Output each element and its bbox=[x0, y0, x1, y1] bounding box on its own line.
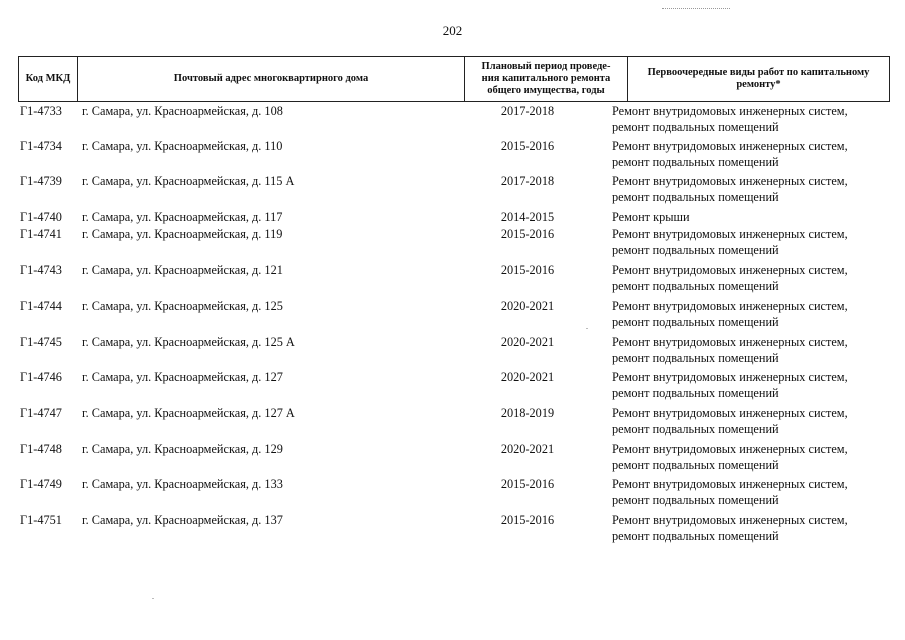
row-period: 2017-2018 bbox=[500, 104, 555, 118]
row-works-line: ремонт подвальных помещений bbox=[612, 457, 779, 472]
row-works-line: Ремонт внутридомовых инженерных систем, bbox=[612, 406, 848, 420]
row-works bbox=[612, 210, 902, 226]
header-works bbox=[627, 57, 890, 101]
row-works-line: ремонт подвальных помещений bbox=[612, 278, 779, 293]
row-period: 2020-2021 bbox=[500, 335, 555, 349]
row-works-line: Ремонт внутридомовых инженерных систем, bbox=[612, 442, 848, 456]
row-works bbox=[612, 104, 902, 135]
row-works-line: Ремонт крыши bbox=[612, 210, 690, 224]
row-code: Г1-4751 bbox=[20, 513, 62, 527]
row-works-line: Ремонт внутридомовых инженерных систем, bbox=[612, 104, 848, 118]
row-period: 2017-2018 bbox=[500, 174, 555, 188]
row-period: 2014-2015 bbox=[500, 210, 555, 224]
row-works-line: Ремонт внутридомовых инженерных систем, bbox=[612, 513, 848, 527]
header-code: Код МКД bbox=[18, 57, 77, 101]
row-works-line: Ремонт внутридомовых инженерных систем, bbox=[612, 335, 848, 349]
row-code: Г1-4743 bbox=[20, 263, 62, 277]
row-works-line: Ремонт внутридомовых инженерных систем, bbox=[612, 174, 848, 188]
row-period: 2015-2016 bbox=[500, 227, 555, 241]
row-works bbox=[612, 174, 902, 205]
row-works-line: Ремонт внутридомовых инженерных систем, bbox=[612, 299, 848, 313]
row-code: Г1-4741 bbox=[20, 227, 62, 241]
row-address: г. Самара, ул. Красноармейская, д. 121 bbox=[82, 263, 283, 277]
header-period-line: Плановый период проведе- bbox=[481, 61, 611, 72]
row-works bbox=[612, 442, 902, 473]
row-address: г. Самара, ул. Красноармейская, д. 110 bbox=[82, 139, 283, 153]
row-period: 2015-2016 bbox=[500, 477, 555, 491]
row-works bbox=[612, 370, 902, 401]
row-code: Г1-4739 bbox=[20, 174, 62, 188]
scan-speck bbox=[152, 598, 154, 599]
scan-speck bbox=[586, 328, 588, 329]
row-code: Г1-4748 bbox=[20, 442, 62, 456]
row-code: Г1-4745 bbox=[20, 335, 62, 349]
row-code: Г1-4744 bbox=[20, 299, 62, 313]
row-works bbox=[612, 139, 902, 170]
row-code: Г1-4733 bbox=[20, 104, 62, 118]
row-works-line: ремонт подвальных помещений bbox=[612, 314, 779, 329]
row-code: Г1-4749 bbox=[20, 477, 62, 491]
row-works-line: ремонт подвальных помещений bbox=[612, 350, 779, 365]
row-address: г. Самара, ул. Красноармейская, д. 127 bbox=[82, 370, 283, 384]
row-works bbox=[612, 335, 902, 366]
row-address: г. Самара, ул. Красноармейская, д. 127 А bbox=[82, 406, 295, 420]
row-period: 2015-2016 bbox=[500, 263, 555, 277]
page-number: 202 bbox=[442, 23, 463, 38]
row-period: 2020-2021 bbox=[500, 442, 555, 456]
row-works bbox=[612, 227, 902, 258]
row-address: г. Самара, ул. Красноармейская, д. 117 bbox=[82, 210, 283, 224]
row-works bbox=[612, 263, 902, 294]
row-code: Г1-4746 bbox=[20, 370, 62, 384]
row-period: 2015-2016 bbox=[500, 139, 555, 153]
row-works-line: ремонт подвальных помещений bbox=[612, 421, 779, 436]
row-period: 2015-2016 bbox=[500, 513, 555, 527]
row-period: 2020-2021 bbox=[500, 370, 555, 384]
header-works-line: ремонту* bbox=[736, 79, 781, 90]
row-code: Г1-4747 bbox=[20, 406, 62, 420]
row-code: Г1-4734 bbox=[20, 139, 62, 153]
row-works-line: ремонт подвальных помещений bbox=[612, 385, 779, 400]
row-address: г. Самара, ул. Красноармейская, д. 129 bbox=[82, 442, 283, 456]
row-address: г. Самара, ул. Красноармейская, д. 119 bbox=[82, 227, 283, 241]
row-address: г. Самара, ул. Красноармейская, д. 115 А bbox=[82, 174, 295, 188]
header-period bbox=[464, 57, 627, 101]
header-works-line: Первоочередные виды работ по капитальному bbox=[647, 67, 870, 78]
row-period: 2020-2021 bbox=[500, 299, 555, 313]
row-works-line: ремонт подвальных помещений bbox=[612, 154, 779, 169]
row-code: Г1-4740 bbox=[20, 210, 62, 224]
scan-artifact-line bbox=[662, 8, 730, 9]
row-address: г. Самара, ул. Красноармейская, д. 133 bbox=[82, 477, 283, 491]
row-works-line: Ремонт внутридомовых инженерных систем, bbox=[612, 139, 848, 153]
row-works bbox=[612, 513, 902, 544]
row-period: 2018-2019 bbox=[500, 406, 555, 420]
row-works bbox=[612, 406, 902, 437]
header-period-line: ния капитального ремонта bbox=[481, 73, 611, 84]
row-works-line: ремонт подвальных помещений bbox=[612, 189, 779, 204]
header-address: Почтовый адрес многоквартирного дома bbox=[77, 57, 464, 101]
row-address: г. Самара, ул. Красноармейская, д. 125 А bbox=[82, 335, 295, 349]
row-works-line: ремонт подвальных помещений bbox=[612, 242, 779, 257]
row-works-line: Ремонт внутридомовых инженерных систем, bbox=[612, 263, 848, 277]
row-address: г. Самара, ул. Красноармейская, д. 108 bbox=[82, 104, 283, 118]
table-header bbox=[18, 56, 890, 102]
row-works-line: ремонт подвальных помещений bbox=[612, 528, 779, 543]
row-works-line: Ремонт внутридомовых инженерных систем, bbox=[612, 370, 848, 384]
row-works bbox=[612, 299, 902, 330]
row-address: г. Самара, ул. Красноармейская, д. 137 bbox=[82, 513, 283, 527]
row-works-line: ремонт подвальных помещений bbox=[612, 492, 779, 507]
row-works-line: Ремонт внутридомовых инженерных систем, bbox=[612, 227, 848, 241]
row-works-line: Ремонт внутридомовых инженерных систем, bbox=[612, 477, 848, 491]
row-works-line: ремонт подвальных помещений bbox=[612, 119, 779, 134]
row-address: г. Самара, ул. Красноармейская, д. 125 bbox=[82, 299, 283, 313]
row-works bbox=[612, 477, 902, 508]
header-period-line: общего имущества, годы bbox=[487, 85, 605, 96]
